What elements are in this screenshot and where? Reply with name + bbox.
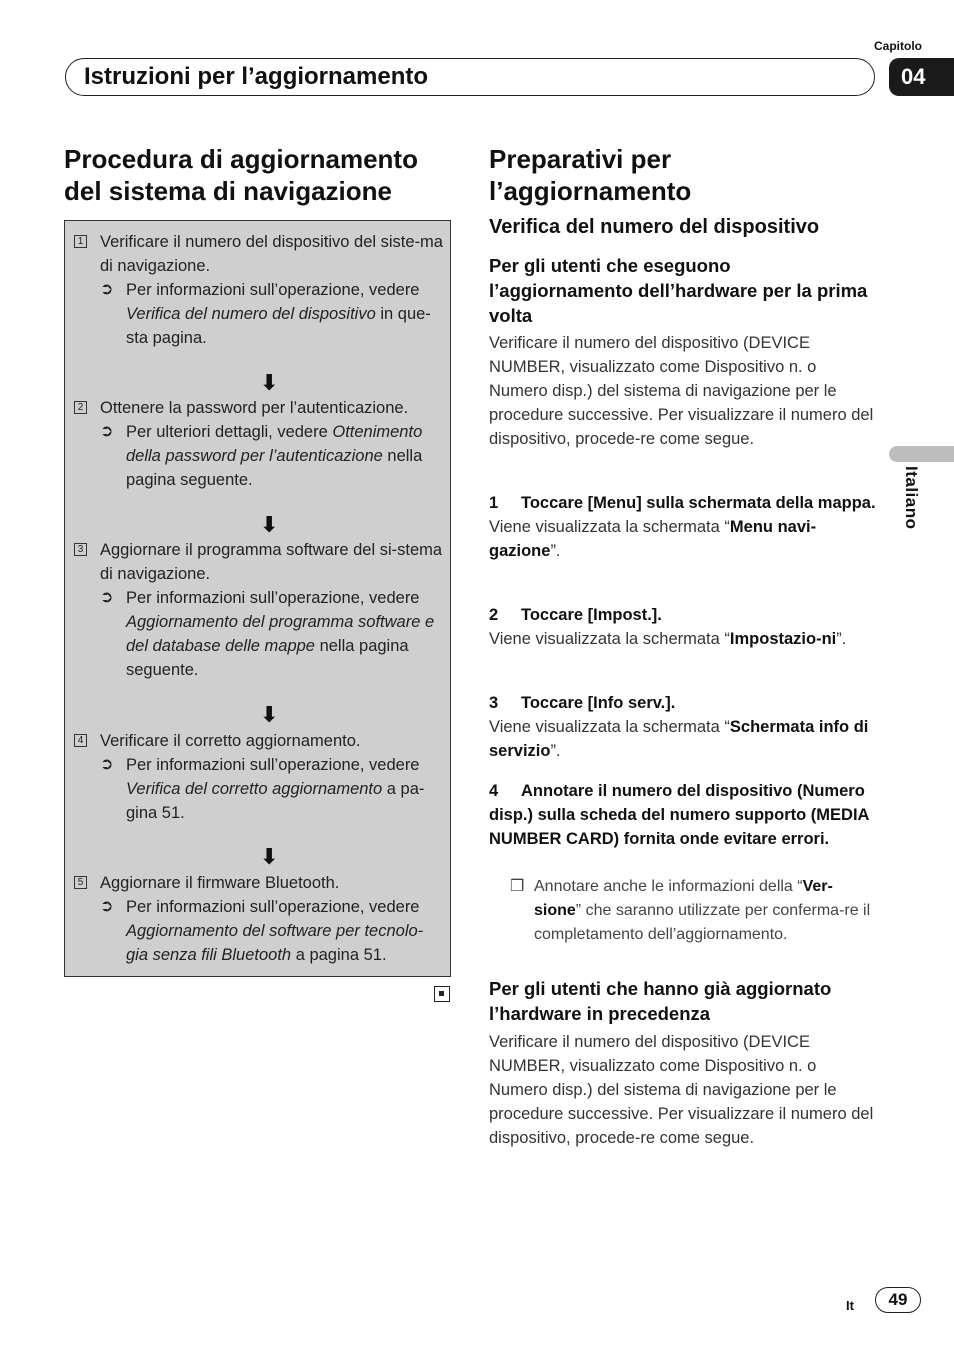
arrow-bullet-icon: ➲ (100, 756, 114, 773)
flow-step-5 (74, 871, 444, 967)
instruction-number: 2 (489, 606, 499, 624)
step-reference: ➲ Per informazioni sull’operazione, vedere Aggiornamento del programma software e del database delle mappe nella pagina seguente. (100, 586, 444, 682)
cross-reference-link[interactable]: Verifica del corretto aggiornamento (126, 780, 383, 798)
step-text: Ottenere la password per l’autenticazione. (100, 399, 409, 417)
instruction-number: 3 (489, 694, 499, 712)
version-note: ❒ Annotare anche le informazioni della “Ver-sione” che saranno utilizzate per conferma-re il completamento dell’aggiornamento. (489, 875, 879, 947)
instruction-text: Toccare [Menu] sulla schermata della mappa. (521, 494, 876, 512)
step-number: 1 (74, 235, 87, 248)
cross-reference-link[interactable]: Ottenimento della password per l’autenticazione (126, 423, 423, 465)
arrow-bullet-icon: ➲ (100, 898, 114, 915)
checkbox-bullet-icon: ❒ (510, 878, 525, 895)
instruction-1: 1 Toccare [Menu] sulla schermata della mappa. Viene visualizzata la schermata “Menu navi-gazione”. (489, 491, 879, 563)
down-arrow-icon: ⬇ (260, 844, 279, 869)
instruction-4 (489, 779, 879, 851)
screen-name: Impostazio-ni (729, 630, 837, 648)
step-text: Verificare il corretto aggiornamento. (100, 732, 361, 750)
step-text: Verificare il numero del dispositivo del siste-ma di navigazione. (100, 233, 443, 275)
instruction-3: 3 Toccare [Info serv.]. Viene visualizzata la schermata “Schermata info di servizio”. (489, 691, 879, 763)
chapter-number-badge: 04 (889, 58, 954, 96)
instruction-2: 2 Toccare [Impost.]. Viene visualizzata la schermata “Impostazio-ni”. (489, 603, 879, 651)
instruction-text: Toccare [Impost.]. (521, 606, 662, 624)
cross-reference-link[interactable]: Aggiornamento del software per tecnolo-gia senza fili Bluetooth (126, 922, 424, 964)
down-arrow-icon: ⬇ (260, 702, 279, 727)
arrow-bullet-icon: ➲ (100, 281, 114, 298)
step-text: Aggiornare il firmware Bluetooth. (100, 874, 340, 892)
sub-heading: Verifica del numero del dispositivo (489, 216, 820, 238)
arrow-bullet-icon: ➲ (100, 589, 114, 606)
down-arrow-icon: ⬇ (260, 512, 279, 537)
screen-name: Menu navi-gazione (489, 518, 817, 560)
language-tab (889, 446, 954, 462)
step-text: Aggiornare il programma software del si-stema di navigazione. (100, 541, 443, 583)
cross-reference-link[interactable]: Aggiornamento del programma software e del database delle mappe (126, 613, 435, 655)
flow-step-4 (74, 729, 444, 825)
instruction-number: 1 (489, 494, 499, 512)
chapter-label: Capitolo (874, 39, 922, 53)
flow-step-3 (74, 538, 444, 682)
instruction-text: Toccare [Info serv.]. (521, 694, 676, 712)
instruction-text: Annotare il numero del dispositivo (Numero disp.) sulla scheda del numero supporto (MEDIA NUMBER CARD) fornita onde evitare errori. (489, 782, 869, 848)
instruction-number: 4 (489, 782, 499, 800)
flow-step-2 (74, 396, 444, 492)
end-of-section-icon (434, 986, 450, 1002)
step-number: 2 (74, 401, 87, 414)
left-section-title: Procedura di aggiornamento del sistema di navigazione (64, 144, 418, 206)
step-reference: ➲ Per informazioni sull’operazione, vedere Verifica del numero del dispositivo in que-sta pagina. (100, 278, 444, 350)
step-number: 5 (74, 876, 87, 889)
arrow-bullet-icon: ➲ (100, 423, 114, 440)
flow-step-1 (74, 230, 444, 350)
section-heading-already-updated: Per gli utenti che hanno già aggiornato l’hardware in precedenza (489, 978, 832, 1024)
step-reference: ➲ Per ulteriori dettagli, vedere Ottenimento della password per l’autenticazione nella pagina seguente. (100, 420, 444, 492)
page-title: Istruzioni per l’aggiornamento (84, 63, 429, 90)
section-body-already-updated: Verificare il numero del dispositivo (DEVICE NUMBER, visualizzato come Dispositivo n. o Numero disp.) del sistema di navigazione per le procedure successive. Per visualizzare il numero del dispositivo, procede-re come segue. (489, 1033, 874, 1147)
cross-reference-link[interactable]: Verifica del numero del dispositivo (126, 305, 376, 323)
language-label: Italiano (902, 466, 921, 530)
footer-language-code: It (846, 1298, 854, 1313)
section-body-first-time: Verificare il numero del dispositivo (DEVICE NUMBER, visualizzato come Dispositivo n. o Numero disp.) del sistema di navigazione per le procedure successive. Per visualizzare il numero del dispositivo, procede-re come segue. (489, 334, 874, 448)
right-section-title: Preparativi per l’aggiornamento (489, 144, 692, 206)
step-number: 4 (74, 734, 87, 747)
section-heading-first-time: Per gli utenti che eseguono l’aggiornamento dell’hardware per la prima volta (489, 255, 868, 326)
step-number: 3 (74, 543, 87, 556)
down-arrow-icon: ⬇ (260, 370, 279, 395)
step-reference: ➲ Per informazioni sull’operazione, vedere Verifica del corretto aggiornamento a pa-gina 51. (100, 753, 444, 825)
page-number: 49 (875, 1287, 921, 1313)
step-reference: ➲ Per informazioni sull’operazione, vedere Aggiornamento del software per tecnolo-gia senza fili Bluetooth a pagina 51. (100, 895, 444, 967)
screen-name: Schermata info di servizio (489, 718, 869, 760)
